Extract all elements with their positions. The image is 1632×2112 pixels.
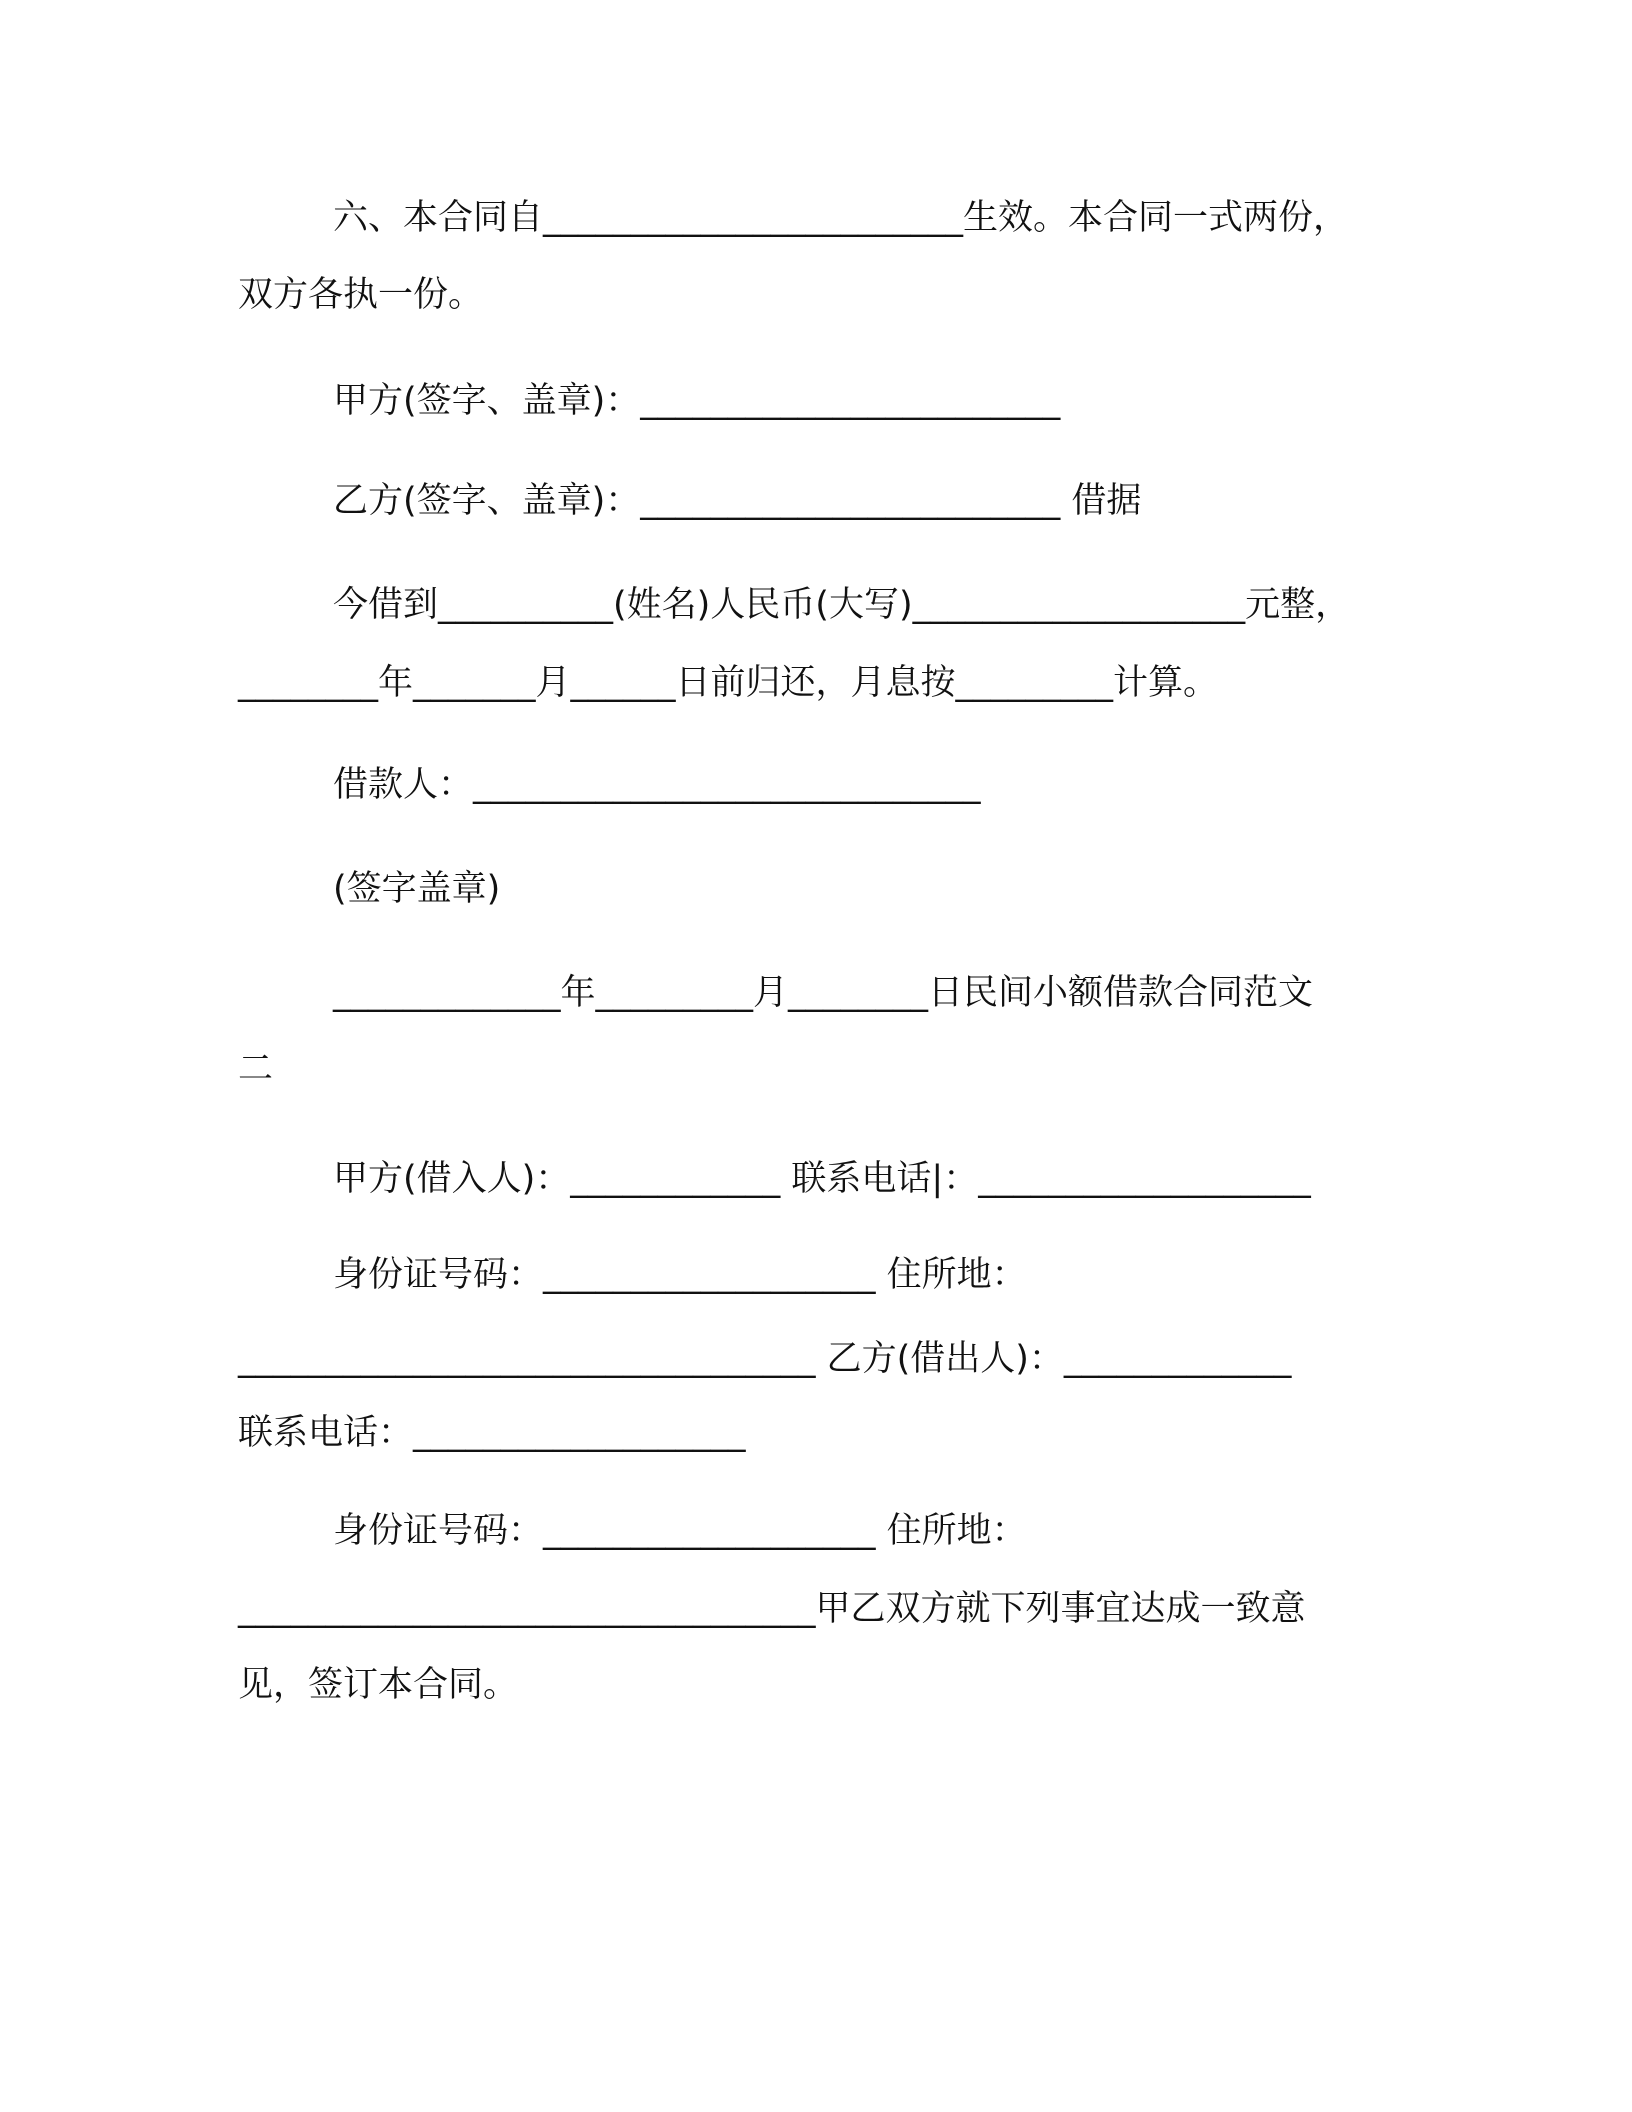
party-a-id-line: 身份证号码：___________________ 住所地： [333, 1255, 1027, 1295]
borrower-line: 借款人：_____________________________ [333, 765, 981, 805]
clause-six-copies-line: 双方各执一份。 [238, 275, 484, 315]
date-and-title-line: _____________年_________月________日民间小额借款合同范文 [333, 973, 1314, 1013]
party-a-borrower-line: 甲方(借入人)：____________ 联系电话|：___________________ [333, 1159, 1311, 1199]
party-b-address-line: _________________________________甲乙双方就下列事宜达成一致意 [238, 1589, 1306, 1629]
party-b-signature-line: 乙方(签字、盖章)：________________________ 借据 [333, 481, 1142, 521]
clause-six-effective-line: 六、本合同自________________________生效。本合同一式两份， [333, 198, 1349, 238]
party-b-id-line: 身份证号码：___________________ 住所地： [333, 1511, 1027, 1551]
agreement-closing-line: 见，签订本合同。 [238, 1665, 519, 1705]
title-continuation-line: 二 [238, 1049, 274, 1089]
party-a-signature-line: 甲方(签字、盖章)：________________________ [333, 381, 1061, 421]
party-a-address-line: _________________________________ 乙方(借出人)：_____________ [238, 1339, 1292, 1379]
sign-seal-note: (签字盖章) [333, 869, 501, 909]
party-b-phone-line: 联系电话：___________________ [238, 1413, 746, 1453]
iou-borrow-line: 今借到__________(姓名)人民币(大写)___________________元整， [333, 585, 1351, 625]
iou-repay-line: ________年_______月______日前归还，月息按_________计算。 [238, 663, 1219, 703]
